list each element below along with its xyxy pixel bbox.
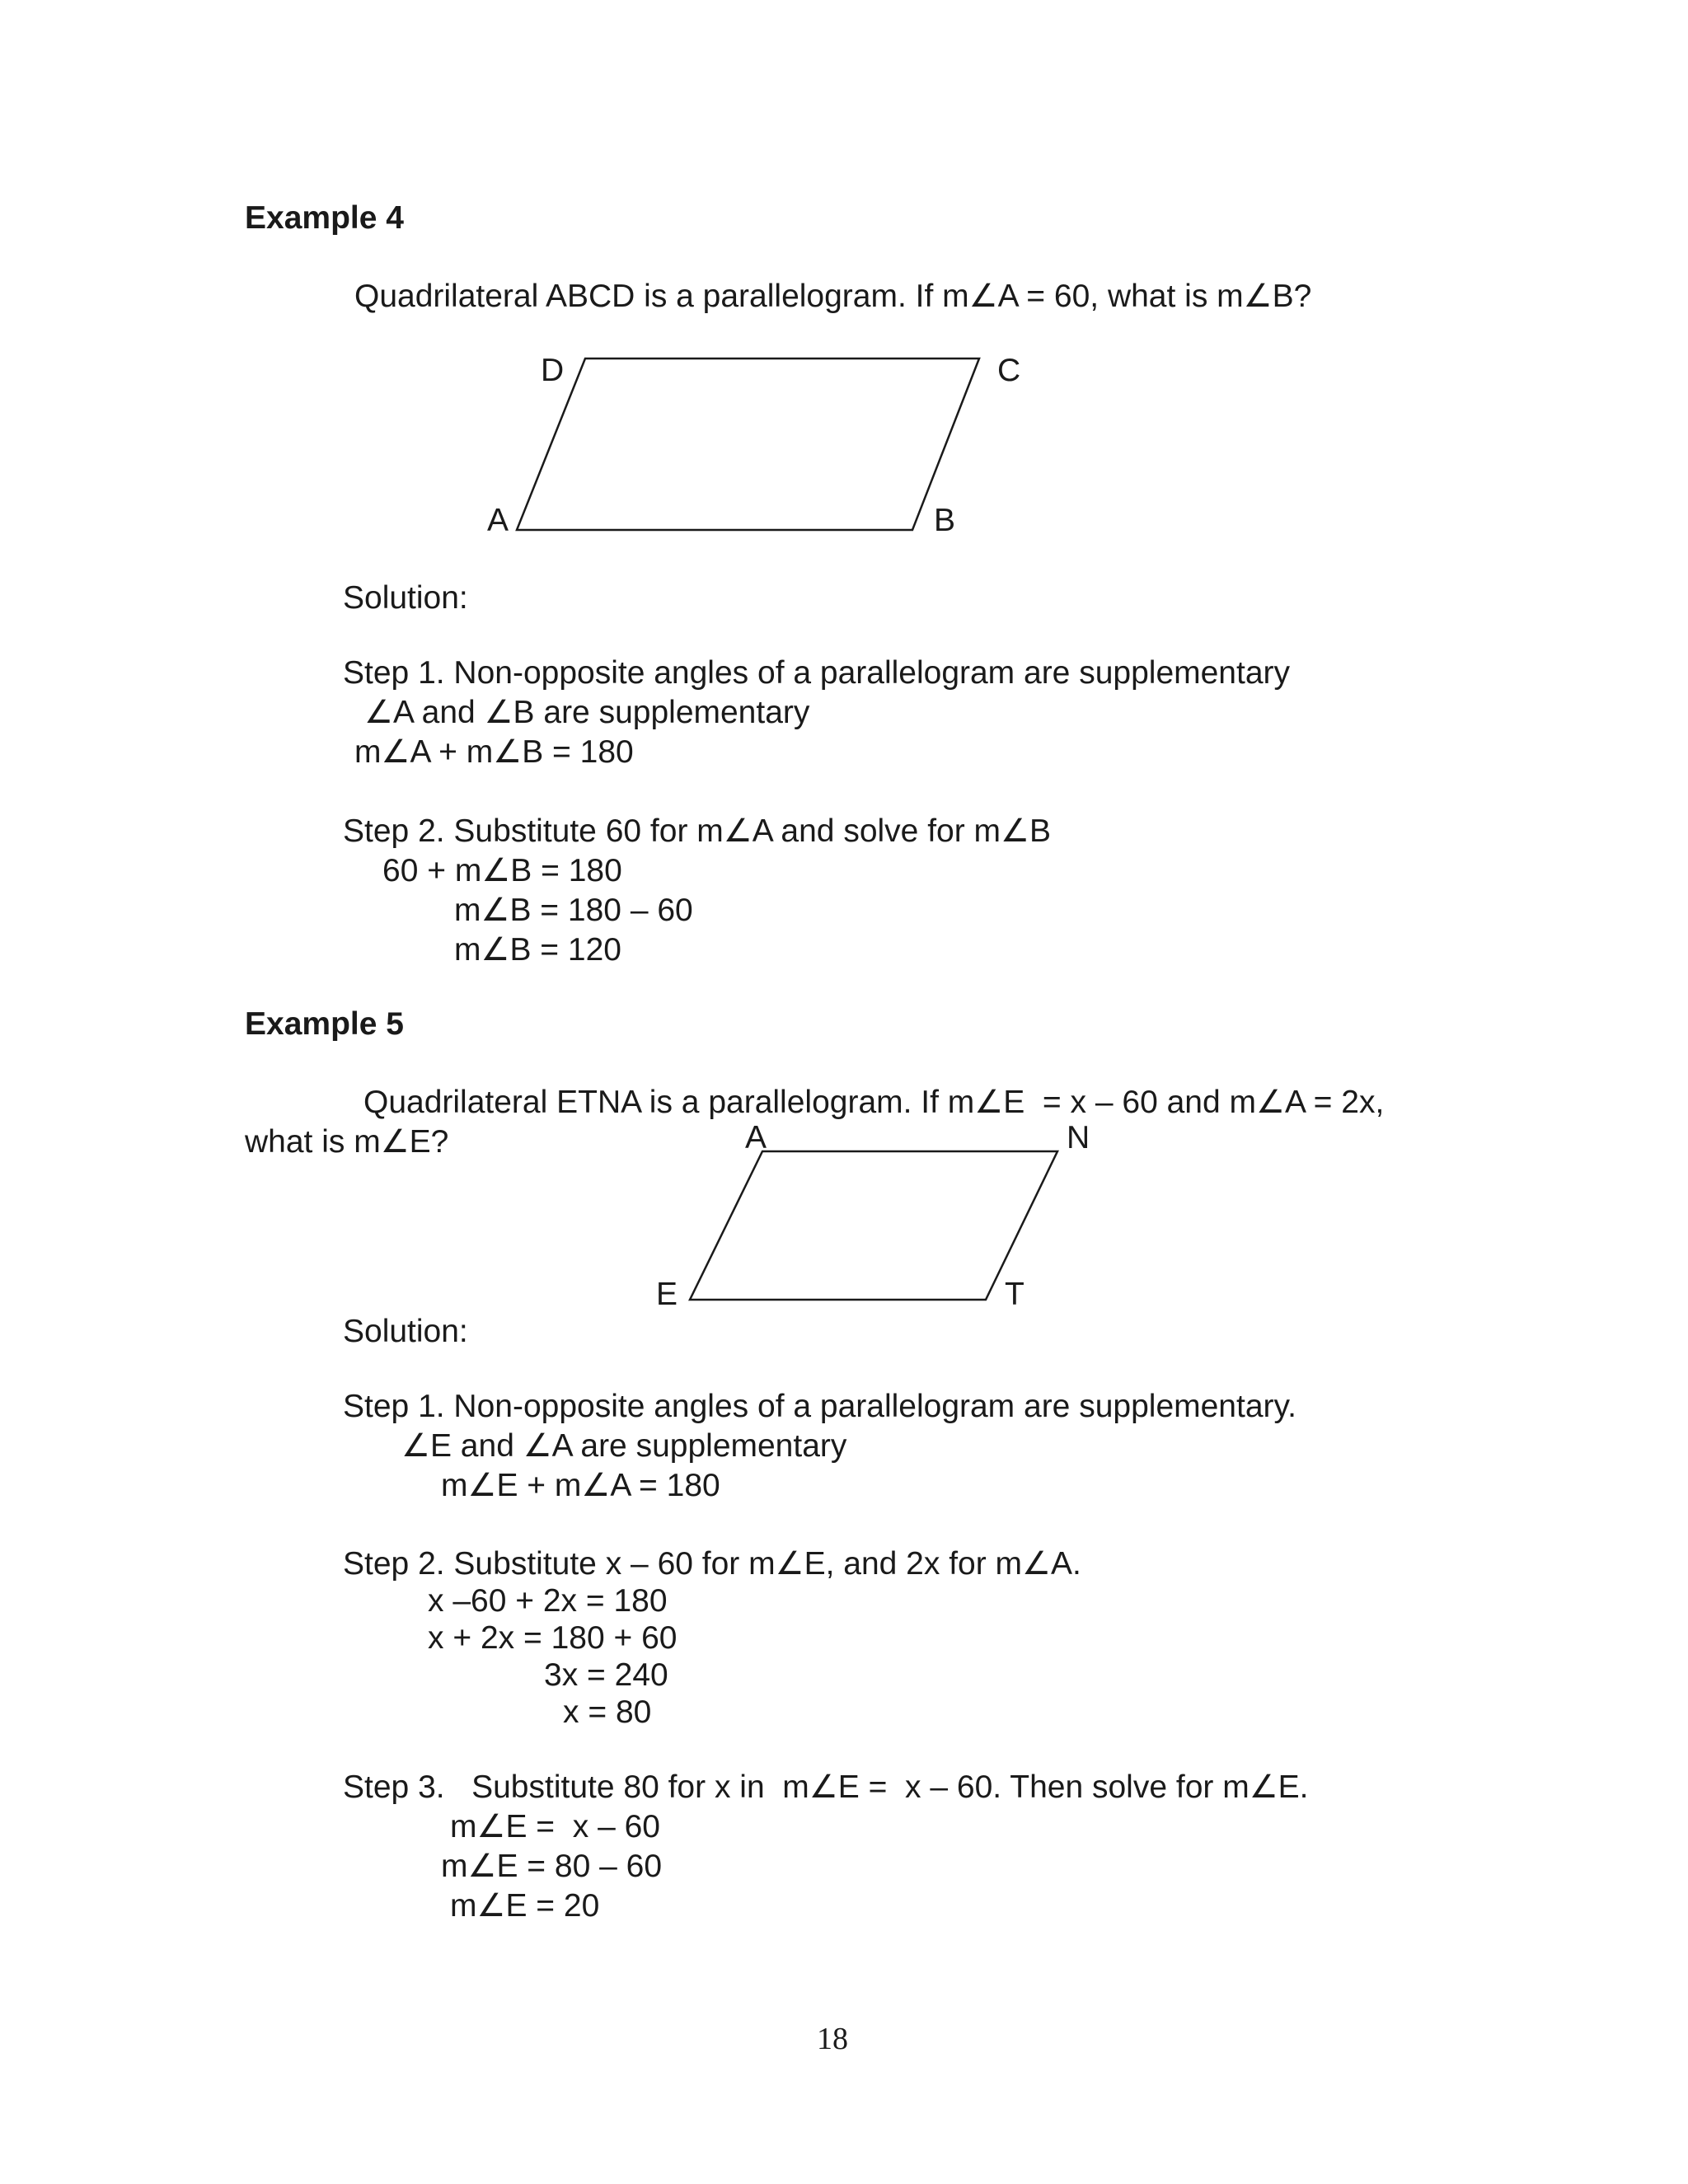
example-4-question: Quadrilateral ABCD is a parallelogram. If m∠A = 60, what is m∠B? [354, 279, 1312, 314]
vertex-label-t: T [1005, 1277, 1025, 1312]
example-4-step-2-line-2: m∠B = 180 – 60 [454, 893, 693, 928]
example-5-step-1: Step 1. Non-opposite angles of a parallelogram are supplementary. [343, 1389, 1296, 1424]
example-4-step-2: Step 2. Substitute 60 for m∠A and solve for m∠B [343, 813, 1052, 849]
vertex-label-a: A [487, 503, 509, 538]
vertex-label-c: C [997, 353, 1021, 388]
example-4-step-1: Step 1. Non-opposite angles of a parallelogram are supplementary [343, 655, 1291, 691]
example-4-step-2-line-3: m∠B = 120 [454, 932, 621, 968]
example-5-heading: Example 5 [245, 1006, 404, 1042]
example-4-step-1-line-1: ∠A and ∠B are supplementary [364, 695, 810, 730]
parallelogram-etna-shape [690, 1151, 1057, 1300]
page-number: 18 [817, 2022, 848, 2056]
example-5-step-3-line-2: m∠E = 80 – 60 [441, 1849, 663, 1884]
example-5-step-3: Step 3. Substitute 80 for x in m∠E = x – 60. Then solve for m∠E. [343, 1769, 1309, 1805]
vertex-label-d: D [541, 353, 565, 388]
example-5-step-2-line-4: x = 80 [563, 1694, 652, 1730]
example-5-step-3-line-1: m∠E = x – 60 [450, 1809, 660, 1844]
example-5-question-line-2: what is m∠E? [245, 1124, 449, 1160]
example-4-heading: Example 4 [245, 200, 404, 236]
example-5-step-2: Step 2. Substitute x – 60 for m∠E, and 2x for m∠A. [343, 1546, 1081, 1582]
example-5-step-2-line-3: 3x = 240 [544, 1657, 668, 1693]
vertex-label-b: B [934, 503, 956, 538]
example-5-step-1-line-1: ∠E and ∠A are supplementary [401, 1428, 847, 1464]
example-5-step-1-line-2: m∠E + m∠A = 180 [441, 1468, 720, 1503]
example-5-step-2-line-2: x + 2x = 180 + 60 [428, 1620, 678, 1656]
vertex-label-n: N [1067, 1120, 1090, 1155]
example-4-step-2-line-1: 60 + m∠B = 180 [382, 853, 622, 888]
vertex-label-a: A [745, 1120, 767, 1155]
example-5-solution-label: Solution: [343, 1314, 468, 1349]
vertex-label-e: E [656, 1277, 678, 1312]
example-5-step-3-line-3: m∠E = 20 [450, 1888, 600, 1924]
example-5-question-line-1: Quadrilateral ETNA is a parallelogram. If m∠E = x – 60 and m∠A = 2x, [363, 1085, 1385, 1120]
example-5-step-2-line-1: x –60 + 2x = 180 [428, 1583, 668, 1619]
example-4-solution-label: Solution: [343, 580, 468, 616]
example-4-step-1-line-2: m∠A + m∠B = 180 [354, 734, 634, 770]
